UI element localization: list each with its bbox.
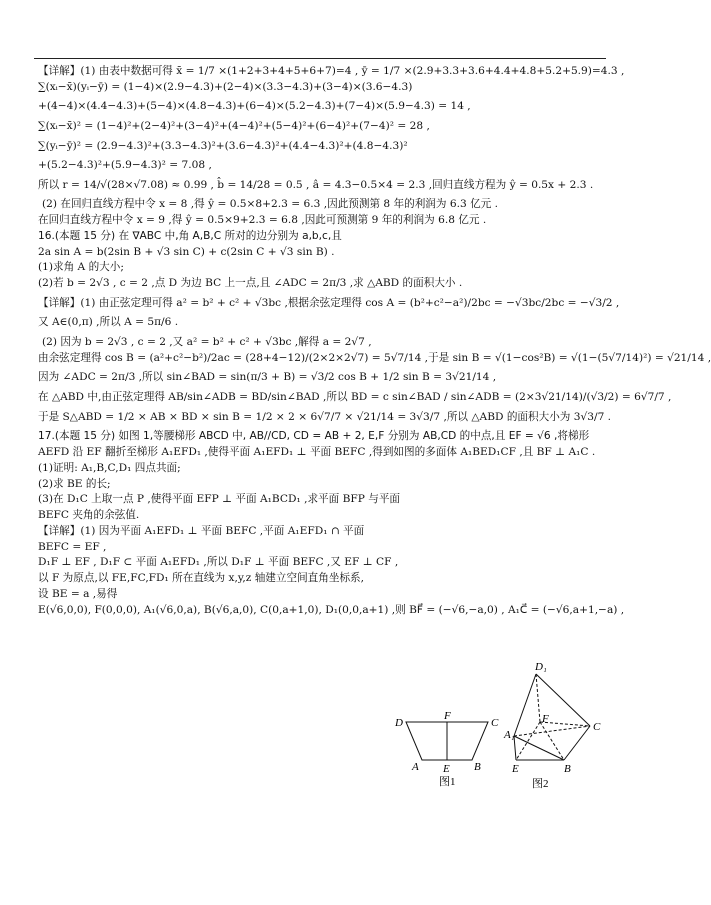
question-line: BEFC 夹角的余弦值. (38, 509, 140, 522)
question-17-title: 17.(本题 15 分) 如图 1,等腰梯形 ABCD 中, AB//CD, CD = AB + 2, E,F 分别为 AB,CD 的中点,且 EF = √6 ,将梯形 (38, 430, 590, 443)
solution-line: 【详解】(1) 因为平面 A₁EFD₁ ⊥ 平面 BEFC ,平面 A₁EFD₁ ∩ 平面 (38, 524, 365, 537)
solution-line: (2) 在回归直线方程中令 x = 8 ,得 ŷ = 0.5×8+2.3 = 6.3 ,因此预测第 8 年的利润为 6.3 亿元 . (42, 198, 498, 211)
question-line: AEFD 沿 EF 翻折至梯形 A₁EFD₁ ,使得平面 A₁EFD₁ ⊥ 平面 BEFC ,得到如图的多面体 A₁BED₁CF ,且 BF ⊥ A₁C . (38, 445, 596, 458)
solution-line: 【详解】(1) 由正弦定理可得 a² = b² + c² + √3bc ,根据余弦定理得 cos A = (b²+c²−a²)/2bc = −√3bc/2bc = −√3/2 , (38, 296, 620, 309)
solution-line: ∑(xᵢ−x̄)² = (1−4)²+(2−4)²+(3−4)²+(4−4)²+(5−4)²+(6−4)²+(7−4)² = 28 , (38, 119, 430, 132)
figure1-label: C (491, 717, 499, 729)
figure1-label: A (412, 761, 419, 773)
question-line: (1)求角 A 的大小; (38, 261, 124, 274)
figure2-label: D₁ (535, 661, 547, 673)
solution-line: 由余弦定理得 cos B = (a²+c²−b²)/2ac = (28+4−12)/(2×2×2√7) = 5√7/14 ,于是 sin B = √(1−cos²B) = √(1−(5√7/14)²) = √21/14 , (38, 351, 711, 364)
figure1-label: B (474, 761, 481, 773)
figure2-caption: 图2 (532, 778, 549, 790)
figure2-label: E (512, 763, 519, 775)
figure2-label: A₁ (504, 729, 515, 741)
solution-line: 设 BE = a ,易得 (38, 588, 118, 600)
solution-line: ∑(yᵢ−ȳ)² = (2.9−4.3)²+(3.3−4.3)²+(3.6−4.3)²+(4.4−4.3)²+(4.8−4.3)² (38, 139, 408, 152)
solution-line: +(4−4)×(4.4−4.3)+(5−4)×(4.8−4.3)+(6−4)×(5.2−4.3)+(7−4)×(5.9−4.3) = 14 , (38, 100, 471, 113)
question-line: (3)在 D₁C 上取一点 P ,使得平面 EFP ⊥ 平面 A₁BCD₁ ,求平面 BFP 与平面 (38, 493, 401, 506)
solution-line: 在 △ABD 中,由正弦定理得 AB/sin∠ADB = BD/sin∠BAD ,所以 BD = c sin∠BAD / sin∠ADB = (2×3√21/14)/(√3/2) = 6√7/7 , (38, 391, 672, 403)
solution-line: 在回归直线方程中令 x = 9 ,得 ŷ = 0.5×9+2.3 = 6.8 ,因此可预测第 9 年的利润为 6.8 亿元 . (38, 214, 487, 227)
question-line: (2)求 BE 的长; (38, 477, 111, 490)
question-line: 2a sin A = b(2sin B + √3 sin C) + c(2sin C + √3 sin B) . (38, 245, 335, 258)
figure2-label: F (542, 713, 549, 725)
figure2-label: B (564, 763, 571, 775)
question-16-title: 16.(本题 15 分) 在 ∇ABC 中,角 A,B,C 所对的边分别为 a,b,c,且 (38, 229, 342, 242)
figure2-label: C (593, 721, 601, 733)
figure-2 (504, 660, 608, 790)
solution-line: D₁F ⊥ EF , D₁F ⊂ 平面 A₁EFD₁ ,所以 D₁F ⊥ 平面 BEFC ,又 EF ⊥ CF , (38, 556, 399, 569)
question-line: (1)证明: A₁,B,C,D₁ 四点共面; (38, 461, 181, 474)
trapezoid-diagram (392, 712, 512, 790)
solution-line: 因为 ∠ADC = 2π/3 ,所以 sin∠BAD = sin(π/3 + B) = √3/2 cos B + 1/2 sin B = 3√21/14 , (38, 371, 497, 384)
header-rule (34, 58, 606, 59)
solution-line: ∑(xᵢ−x̄)(yᵢ−ȳ) = (1−4)×(2.9−4.3)+(2−4)×(3.3−4.3)+(3−4)×(3.6−4.3) (38, 80, 413, 93)
solution-line: 于是 S△ABD = 1/2 × AB × BD × sin B = 1/2 × 2 × 6√7/7 × √21/14 = 3√3/7 ,所以 △ABD 的面积大小为 3√3/7 . (38, 410, 612, 423)
solution-line: 【详解】(1) 由表中数据可得 x̄ = 1/7 ×(1+2+3+4+5+6+7)=4 , ȳ = 1/7 ×(2.9+3.3+3.6+4.4+4.8+5.2+5.9)=4.3 , (38, 65, 625, 77)
figure-1 (392, 712, 512, 790)
solution-line: (2) 因为 b = 2√3 , c = 2 ,又 a² = b² + c² + √3bc ,解得 a = 2√7 , (42, 336, 372, 349)
solution-line: 所以 r = 14/√(28×√7.08) ≈ 0.99 , b̂ = 14/28 = 0.5 , â = 4.3−0.5×4 = 2.3 ,回归直线方程为 ŷ = 0.5x + 2.3 . (38, 178, 594, 191)
solution-line: E(√6,0,0), F(0,0,0), A₁(√6,0,a), B(√6,a,0), C(0,a+1,0), D₁(0,0,a+1) ,则 BF⃗ = (−√6,−a,0) , A₁C⃗ = (−√6,a+1,−a) , (38, 603, 625, 616)
question-line: (2)若 b = 2√3 , c = 2 ,点 D 为边 BC 上一点,且 ∠ADC = 2π/3 ,求 △ABD 的面积大小 . (38, 277, 463, 290)
polyhedron-diagram (504, 660, 608, 790)
figure1-label: F (444, 710, 451, 722)
figure1-label: E (443, 763, 450, 775)
figure1-label: D (395, 717, 403, 729)
solution-line: 又 A∈(0,π) ,所以 A = 5π/6 . (38, 316, 179, 329)
solution-line: BEFC = EF , (38, 540, 107, 553)
figure1-caption: 图1 (439, 776, 456, 788)
solution-line: 以 F 为原点,以 FE,FC,FD₁ 所在直线为 x,y,z 轴建立空间直角坐标系, (38, 572, 365, 585)
solution-line: +(5.2−4.3)²+(5.9−4.3)² = 7.08 , (38, 159, 212, 172)
document-body (38, 65, 711, 621)
